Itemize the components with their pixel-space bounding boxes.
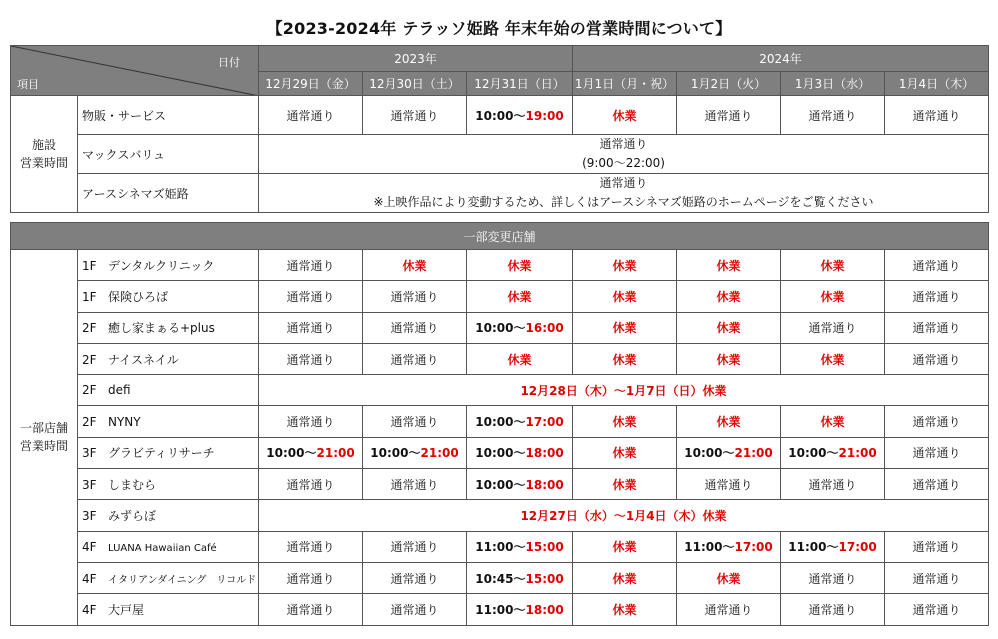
hours-cell: 通常通り <box>259 406 363 437</box>
hours-cell: 通常通り <box>259 281 363 312</box>
hours-cell: 通常通り <box>885 469 989 500</box>
hours-cell: 通常通り <box>885 594 989 625</box>
hours-cell: 休業 <box>677 343 781 374</box>
hours-cell: 通常通り <box>363 469 467 500</box>
year-2023-header: 2023年 <box>259 46 573 72</box>
hours-cell: 通常通り <box>259 312 363 343</box>
hours-cell: 通常通り <box>781 594 885 625</box>
store-name-cell <box>78 437 259 468</box>
hours-cell: 通常通り <box>363 531 467 562</box>
merged-line-1: 通常通り <box>599 137 648 151</box>
time-start: 10:00〜 <box>475 415 526 430</box>
hours-cell: 通常通り <box>259 96 363 135</box>
store-row <box>11 594 989 625</box>
time-end: 17:00 <box>734 540 773 555</box>
facility-name: アースシネマズ姫路 <box>78 174 259 213</box>
hours-cell: 休業 <box>573 406 677 437</box>
day-header: 1月1日（月・祝） <box>573 72 677 96</box>
hours-cell: 休業 <box>573 312 677 343</box>
hours-cell: 休業 <box>573 343 677 374</box>
hours-cell: 休業 <box>467 281 573 312</box>
hours-cell <box>467 469 573 500</box>
store-name-cell <box>78 469 259 500</box>
hours-cell: 通常通り <box>363 562 467 593</box>
page-title: 【2023-2024年 テラッソ姫路 年末年始の営業時間について】 <box>266 19 732 38</box>
store-name: イタリアンダイニング リコルド <box>108 574 257 586</box>
hours-cell: 休業 <box>677 562 781 593</box>
hours-cell: 通常通り <box>259 469 363 500</box>
store-name: グラビティリサーチ <box>108 446 215 461</box>
time-start: 10:00〜 <box>475 446 526 461</box>
corner-header <box>11 46 259 96</box>
hours-cell: 通常通り <box>885 437 989 468</box>
hours-cell: 通常通り <box>885 96 989 135</box>
store-floor: 4F <box>82 539 97 554</box>
store-floor: 3F <box>82 446 97 461</box>
time-end: 15:00 <box>525 571 564 586</box>
store-floor: 2F <box>82 321 97 336</box>
hours-cell: 通常通り <box>677 594 781 625</box>
hours-cell: 休業 <box>573 469 677 500</box>
year-2024-header: 2024年 <box>573 46 989 72</box>
facility-row <box>11 135 989 174</box>
time-start: 10:45〜 <box>475 571 526 586</box>
hours-cell <box>467 562 573 593</box>
time-end: 18:00 <box>525 446 564 461</box>
day-header: 12月29日（金） <box>259 72 363 96</box>
hours-cell: 通常通り <box>363 406 467 437</box>
store-row <box>11 531 989 562</box>
store-row <box>11 406 989 437</box>
hours-cell: 休業 <box>677 250 781 281</box>
time-end: 21:00 <box>420 446 459 461</box>
facility-row <box>11 174 989 213</box>
hours-cell: 通常通り <box>885 562 989 593</box>
facility-group-label: 施設 営業時間 <box>11 96 78 213</box>
hours-cell: 休業 <box>573 281 677 312</box>
store-name-cell <box>78 562 259 593</box>
store-floor: 1F <box>82 258 97 273</box>
hours-cell: 休業 <box>677 312 781 343</box>
time-end: 18:00 <box>525 602 564 617</box>
store-name: みずらぼ <box>108 509 157 524</box>
time-start: 10:00〜 <box>475 477 526 492</box>
store-floor: 3F <box>82 477 97 492</box>
store-row <box>11 375 989 406</box>
time-start: 10:00〜 <box>370 446 421 461</box>
hours-cell: 通常通り <box>363 281 467 312</box>
store-floor: 1F <box>82 289 97 304</box>
store-row <box>11 343 989 374</box>
store-name-cell <box>78 500 259 531</box>
store-row <box>11 500 989 531</box>
time-start: 10:00〜 <box>266 446 317 461</box>
store-name: defi <box>108 383 131 398</box>
store-floor: 2F <box>82 352 97 367</box>
day-header: 12月31日（日） <box>467 72 573 96</box>
hours-cell <box>363 437 467 468</box>
time-start: 11:00〜 <box>475 602 526 617</box>
store-row <box>11 312 989 343</box>
merged-line-2: (9:00〜22:00) <box>582 156 665 170</box>
hours-cell: 通常通り <box>885 250 989 281</box>
merged-line-1: 通常通り <box>599 176 648 190</box>
time-start: 10:00〜 <box>475 321 526 336</box>
hours-cell: 休業 <box>573 562 677 593</box>
hours-cell: 休業 <box>781 406 885 437</box>
time-end: 17:00 <box>525 415 564 430</box>
hours-cell: 通常通り <box>781 96 885 135</box>
closure-period-cell: 12月27日（水）〜1月4日（木）休業 <box>259 500 989 531</box>
date-header-label: 日付 <box>218 56 240 69</box>
store-floor: 2F <box>82 414 97 429</box>
hours-cell: 休業 <box>573 96 677 135</box>
time-end: 21:00 <box>316 446 355 461</box>
merged-hours-cell <box>259 135 989 174</box>
partial-change-band: 一部変更店舗 <box>11 223 989 250</box>
facility-name: 物販・サービス <box>78 96 259 135</box>
store-row <box>11 469 989 500</box>
hours-cell: 休業 <box>781 250 885 281</box>
store-name-cell <box>78 406 259 437</box>
hours-cell: 通常通り <box>259 594 363 625</box>
facility-hours-table <box>10 45 989 213</box>
store-name: デンタルクリニック <box>108 258 215 273</box>
time-start: 11:00〜 <box>788 540 839 555</box>
hours-cell: 休業 <box>573 594 677 625</box>
day-header: 12月30日（土） <box>363 72 467 96</box>
store-name-cell <box>78 594 259 625</box>
partial-group-label: 一部店舗 営業時間 <box>11 250 78 626</box>
store-name: ナイスネイル <box>108 352 179 367</box>
merged-line-2: ※上映作品により変動するため、詳しくはアースシネマズ姫路のホームページをご覧ください <box>373 195 874 209</box>
hours-cell <box>467 406 573 437</box>
store-name: 癒し家まぁる+plus <box>108 321 215 336</box>
hours-cell: 休業 <box>781 281 885 312</box>
hours-cell: 通常通り <box>363 343 467 374</box>
store-name: 大戸屋 <box>108 602 145 617</box>
hours-cell: 通常通り <box>259 531 363 562</box>
hours-cell <box>467 531 573 562</box>
hours-cell: 休業 <box>573 437 677 468</box>
hours-cell <box>781 531 885 562</box>
store-floor: 3F <box>82 509 97 524</box>
item-header-label: 項目 <box>17 78 39 91</box>
merged-hours-cell <box>259 174 989 213</box>
hours-cell <box>467 594 573 625</box>
time-end: 18:00 <box>525 477 564 492</box>
store-name: 保険ひろば <box>108 289 169 304</box>
hours-cell: 通常通り <box>259 250 363 281</box>
hours-cell <box>467 437 573 468</box>
store-row <box>11 281 989 312</box>
hours-cell: 通常通り <box>259 562 363 593</box>
day-header: 1月3日（水） <box>781 72 885 96</box>
hours-cell: 休業 <box>781 343 885 374</box>
hours-cell <box>677 437 781 468</box>
hours-cell: 通常通り <box>781 562 885 593</box>
time-end: 21:00 <box>838 446 877 461</box>
time-end: 19:00 <box>525 108 564 123</box>
hours-cell: 通常通り <box>781 312 885 343</box>
facility-row <box>11 96 989 135</box>
time-end: 17:00 <box>838 540 877 555</box>
hours-cell: 通常通り <box>363 594 467 625</box>
hours-cell: 休業 <box>363 250 467 281</box>
hours-cell: 通常通り <box>677 469 781 500</box>
store-name-cell <box>78 531 259 562</box>
hours-cell <box>677 531 781 562</box>
store-floor: 2F <box>82 383 97 398</box>
hours-cell <box>781 437 885 468</box>
hours-cell: 休業 <box>677 281 781 312</box>
time-start: 10:00〜 <box>475 108 526 123</box>
store-name-cell <box>78 312 259 343</box>
store-floor: 4F <box>82 571 97 586</box>
store-row <box>11 562 989 593</box>
store-floor: 4F <box>82 602 97 617</box>
hours-cell: 休業 <box>573 250 677 281</box>
store-name: LUANA Hawaiian Café <box>108 542 217 554</box>
time-start: 11:00〜 <box>475 540 526 555</box>
store-row <box>11 250 989 281</box>
hours-cell: 通常通り <box>885 281 989 312</box>
hours-cell: 通常通り <box>259 343 363 374</box>
store-name-cell <box>78 375 259 406</box>
partial-stores-table <box>10 222 989 626</box>
time-start: 10:00〜 <box>788 446 839 461</box>
hours-cell: 通常通り <box>363 96 467 135</box>
hours-cell: 通常通り <box>885 531 989 562</box>
day-header: 1月2日（火） <box>677 72 781 96</box>
facility-name: マックスバリュ <box>78 135 259 174</box>
store-name-cell <box>78 250 259 281</box>
closure-period-cell: 12月28日（木）〜1月7日（日）休業 <box>259 375 989 406</box>
hours-cell: 通常通り <box>885 312 989 343</box>
hours-cell: 通常通り <box>363 312 467 343</box>
hours-cell: 通常通り <box>885 406 989 437</box>
store-name: NYNY <box>108 414 141 429</box>
hours-cell: 通常通り <box>781 469 885 500</box>
day-header: 1月4日（木） <box>885 72 989 96</box>
time-start: 10:00〜 <box>684 446 735 461</box>
hours-cell <box>467 312 573 343</box>
store-name-cell <box>78 343 259 374</box>
store-name-cell <box>78 281 259 312</box>
hours-cell: 休業 <box>467 250 573 281</box>
time-end: 15:00 <box>525 540 564 555</box>
hours-cell: 休業 <box>677 406 781 437</box>
store-row <box>11 437 989 468</box>
hours-cell <box>467 96 573 135</box>
time-end: 21:00 <box>734 446 773 461</box>
time-end: 16:00 <box>525 321 564 336</box>
hours-cell: 通常通り <box>885 343 989 374</box>
hours-cell: 通常通り <box>677 96 781 135</box>
hours-cell: 休業 <box>467 343 573 374</box>
store-name: しまむら <box>108 477 157 492</box>
time-start: 11:00〜 <box>684 540 735 555</box>
hours-cell <box>259 437 363 468</box>
hours-cell: 休業 <box>573 531 677 562</box>
